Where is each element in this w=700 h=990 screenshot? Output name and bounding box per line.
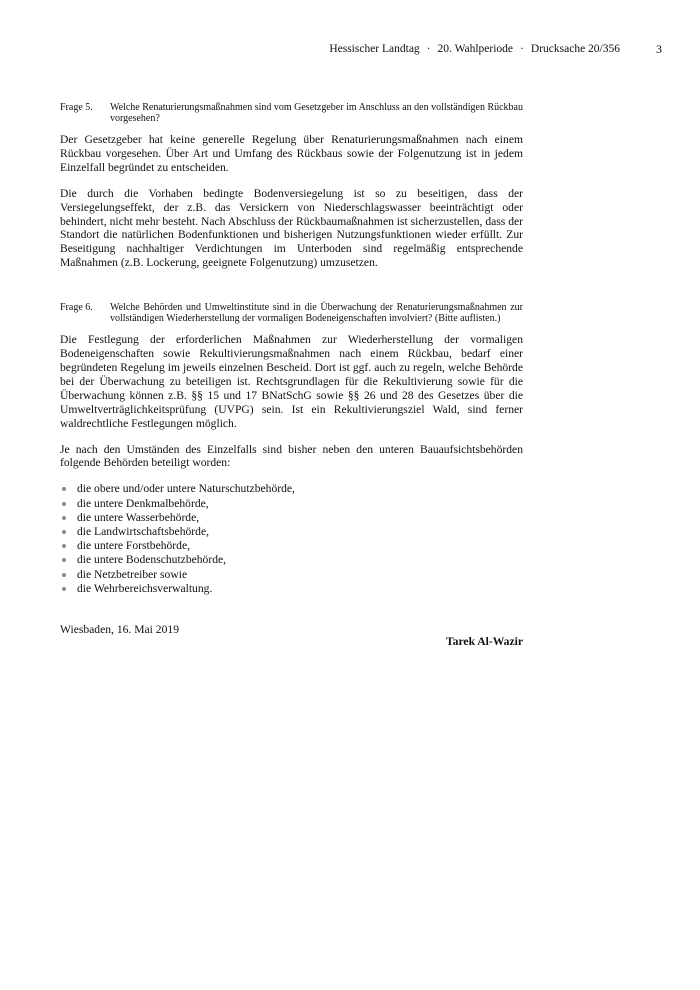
question-label: Frage 5. <box>60 102 93 113</box>
list-item <box>60 568 523 582</box>
list-item-text: die obere und/oder untere Naturschutzbehörde, <box>77 482 295 496</box>
header-period: 20. Wahlperiode <box>437 43 514 55</box>
section-spacer <box>60 282 523 302</box>
list-item-text: die untere Wasserbehörde, <box>77 510 200 524</box>
bullet-icon <box>62 587 66 591</box>
header-document: Drucksache 20/356 <box>530 43 620 55</box>
list-item-text: die Wehrbereichsverwaltung. <box>77 581 213 595</box>
bullet-icon <box>62 487 66 491</box>
list-item <box>60 553 523 567</box>
signatory-name: Tarek Al-Wazir <box>446 634 523 648</box>
list-item-text: die untere Forstbehörde, <box>77 539 191 553</box>
header-line <box>329 42 620 56</box>
list-item-text: die Landwirtschaftsbehörde, <box>77 524 209 538</box>
list-item <box>60 482 523 496</box>
answer-paragraph: Der Gesetzgeber hat keine generelle Regelung über Renaturierungsmaßnahmen nach einem Rückbau vorgesehen. Über Art und Umfang des Rückbaus sowie der Folgenutzung ist in jedem Einzelfall begründet zu entscheiden. <box>60 133 523 174</box>
question-text: Welche Behörden und Umweltinstitute sind in die Überwachung der Renaturierungsmaßnahmen zur vollständigen Wiederherstellung der vormaligen Bodeneigenschaften involviert? (Bitte auflisten.) <box>110 302 523 325</box>
list-item-text: die Netzbetreiber sowie <box>77 567 188 581</box>
header-parliament: Hessischer Landtag <box>329 43 420 55</box>
bullet-icon <box>62 502 66 506</box>
answer-paragraph: Je nach den Umständen des Einzelfalls sind bisher neben den unteren Bauaufsichtsbehörden folgende Behörden beteiligt worden: <box>60 442 523 470</box>
answer-paragraph: Die Festlegung der erforderlichen Maßnahmen zur Wiederherstellung der vormaligen Bodeneigenschaften sowie Rekultivierungsmaßnahmen nach einem Rückbau, bedarf einer begründeten Regelung im jeweils einzelnen Bescheid. Dort ist ggf. auch zu regeln, welche Behörde bei der Überwachung zu beteiligen ist. Rechtsgrundlagen für die Rekultivierung sowie für die Überwachung können z.B. §§ 15 und 17 BNatSchG sowie §§ 26 und 28 des Gesetzes über die Umweltverträglichkeitsprüfung (UVPG) sein. Ist ein Rekultivierungsziel Wald, sind ferner waldrechtliche Festlegungen möglich. <box>60 333 523 430</box>
bullet-icon <box>62 558 66 562</box>
list-item <box>60 525 523 539</box>
document-body <box>60 102 523 653</box>
bullet-icon <box>62 530 66 534</box>
header-separator: · <box>520 43 524 55</box>
place-date: Wiesbaden, 16. Mai 2019 <box>60 622 179 636</box>
authorities-list <box>60 482 523 596</box>
bullet-icon <box>62 544 66 548</box>
question-label: Frage 6. <box>60 302 93 314</box>
list-item-text: die untere Denkmalbehörde, <box>77 496 209 510</box>
question-6 <box>60 302 523 324</box>
list-item <box>60 582 523 596</box>
header-separator: · <box>426 43 431 55</box>
question-text: Welche Renaturierungsmaßnahmen sind vom Gesetzgeber im Anschluss an den vollständigen Rückbau vorgesehen? <box>110 102 523 124</box>
question-5 <box>60 102 523 124</box>
list-item <box>60 539 523 553</box>
list-item <box>60 497 523 511</box>
bullet-icon <box>62 516 66 520</box>
list-item <box>60 511 523 525</box>
answer-paragraph: Die durch die Vorhaben bedingte Bodenversiegelung ist so zu beseitigen, dass der Versiegelungseffekt, der z.B. das Versickern von Niederschlagswasser beeinträchtigt oder behindert, nicht mehr besteht. Nach Abschluss der Rückbaumaßnahmen ist sicherzustellen, dass der Standort die natürlichen Bodenfunktionen und bisherigen Nutzungsfunktionen wieder erfüllt. Zur Beseitigung nachhaltiger Verdichtungen im Unterboden sind regelmäßig entsprechende Maßnahmen (z.B. Lockerung, geeignete Folgenutzung) umzusetzen. <box>60 186 523 270</box>
bullet-icon <box>62 573 66 577</box>
page-number: 3 <box>656 42 662 56</box>
list-item-text: die untere Bodenschutzbehörde, <box>77 553 227 567</box>
closing-block <box>60 623 523 653</box>
